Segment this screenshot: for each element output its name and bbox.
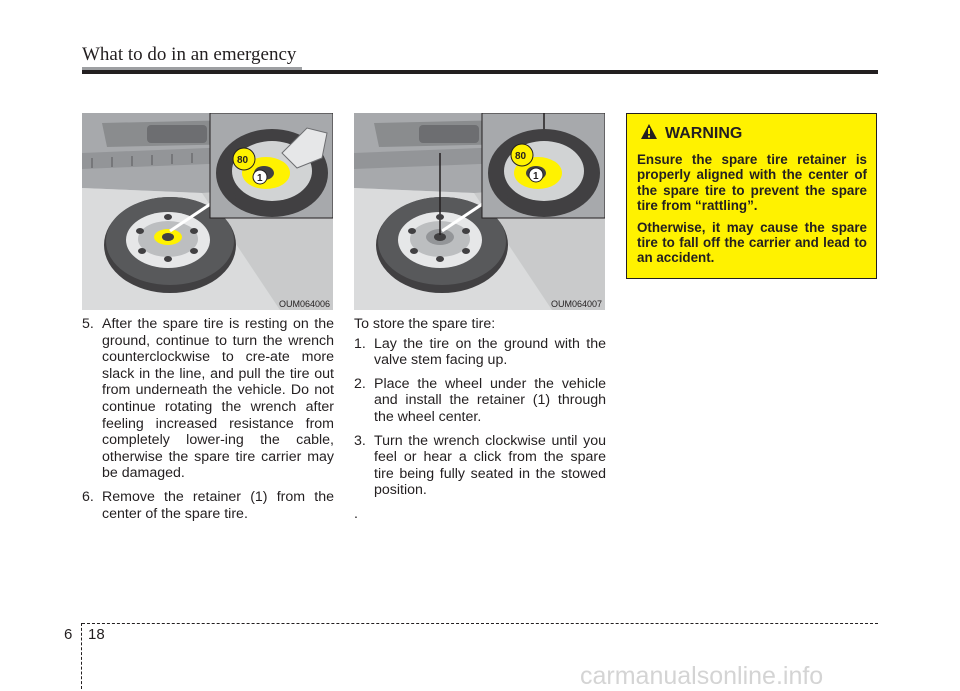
warning-paragraph: Otherwise, it may cause the spare tire to fall off the carrier and lead to an accident. (637, 219, 867, 266)
watermark: carmanualsonline.info (580, 662, 824, 690)
store-intro: To store the spare tire: (354, 316, 496, 332)
right-column (354, 316, 606, 523)
callout-80: 80 (515, 151, 527, 162)
step-text: Turn the wrench clockwise until you feel or hear a click from the spare tire being fully seated in the stowed position. (374, 432, 606, 499)
figure-spare-tire-storing (354, 113, 605, 310)
figure-code: OUM064006 (278, 299, 330, 309)
callout-80: 80 (237, 155, 249, 166)
section-title: What to do in an emergency (82, 44, 297, 65)
warning-body (637, 152, 867, 272)
step-number: 5. (82, 316, 94, 332)
trailing-mark: . (354, 505, 358, 522)
left-column (82, 316, 334, 529)
warning-title: WARNING (665, 125, 743, 142)
step-number: 6. (82, 488, 94, 505)
step-text: Lay the tire on the ground with the valve stem facing up. (374, 335, 606, 369)
footer-rule (82, 623, 878, 624)
spare-tire-lowering-illustration (82, 113, 333, 310)
page-number: 18 (88, 626, 105, 643)
warning-triangle-icon (641, 124, 657, 144)
list-item (82, 316, 334, 482)
chapter-number: 6 (64, 626, 73, 643)
figure-code: OUM064007 (550, 299, 602, 309)
step-text: Place the wheel under the vehicle and install the retainer (1) through the wheel center. (374, 375, 606, 425)
footer-divider (81, 623, 82, 689)
list-item (354, 433, 606, 499)
spare-tire-storing-illustration (354, 113, 605, 310)
callout-1: 1 (257, 173, 263, 184)
step-text: After the spare tire is resting on the ground, continue to turn the wrench counterclockwise to cre-ate more slack in the line, and pull the tire out from underneath the vehicle. Do not continue rotating the wrench after feeling increased resistance from completely lower-ing the cable, otherwise the spare tire carrier may be damaged. (102, 316, 334, 482)
warning-paragraph: Ensure the spare tire retainer is properly aligned with the center of the spare tire to prevent the spare tire from “rattling”. (637, 152, 867, 214)
header-rule (82, 70, 878, 74)
list-item (82, 489, 334, 522)
step-number: 1. (354, 335, 366, 352)
list-item (354, 336, 606, 369)
list-item (354, 376, 606, 426)
warning-box (626, 113, 877, 279)
step-number: 3. (354, 432, 366, 449)
step-number: 2. (354, 375, 366, 392)
warning-header (641, 124, 742, 144)
step-text: Remove the retainer (1) from the center of the spare tire. (102, 488, 334, 522)
callout-1: 1 (533, 171, 539, 182)
figure-spare-tire-lowering (82, 113, 333, 310)
